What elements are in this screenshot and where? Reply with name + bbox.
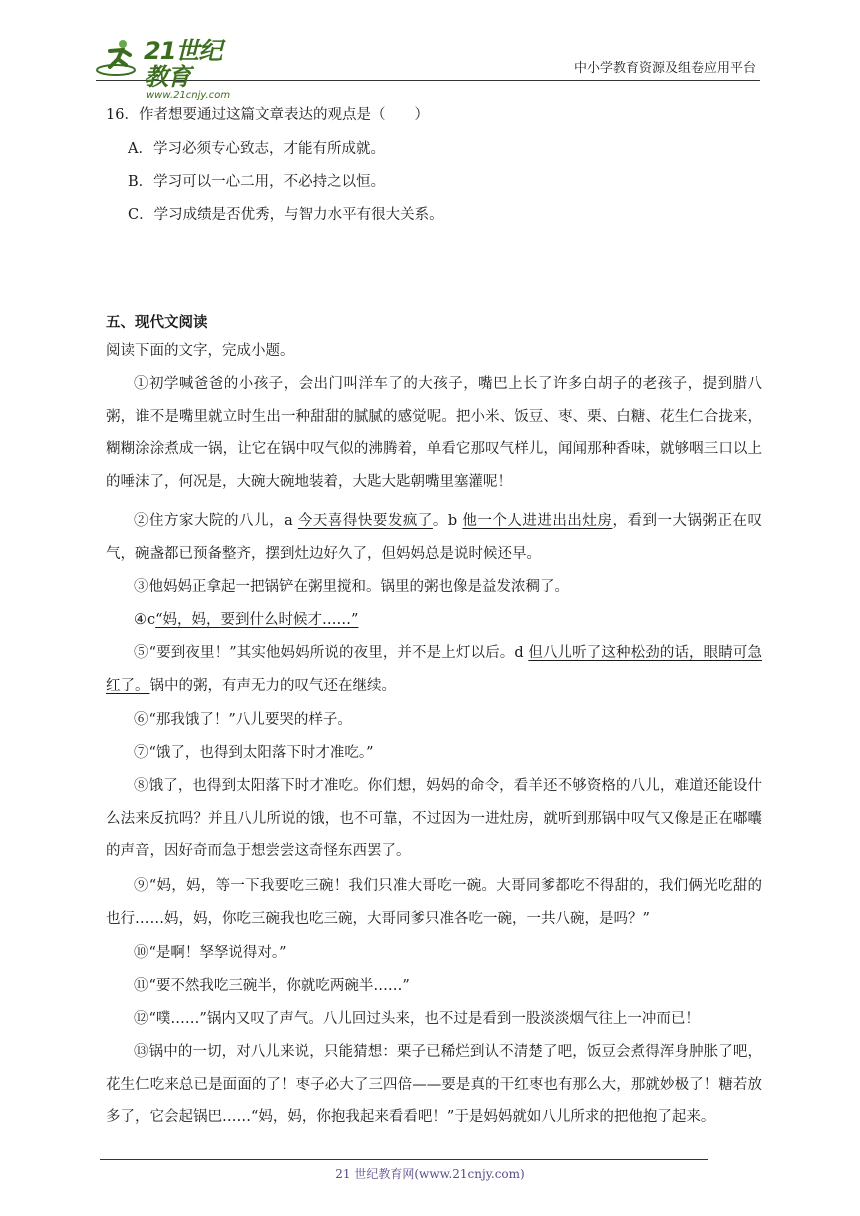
question-16-option-b: B．学习可以一心二用，不必持之以恒。 [128, 174, 386, 190]
passage-paragraph-12: ⑫“噗……”锅内又叹了声气。八儿回过头来，也不过是看到一股淡淡烟气往上一冲而已！ [134, 1011, 700, 1027]
logo-url: www.21cnjy.com [146, 90, 231, 101]
paragraph-5-lead: ⑤“要到夜里！”其实他妈妈所说的夜里，并不是上灯以后。d [134, 645, 529, 661]
passage-paragraph-3: ③他妈妈正拿起一把锅铲在粥里搅和。锅里的粥也像是益发浓稠了。 [134, 579, 569, 595]
question-16-option-a: A．学习必须专心致志，才能有所成就。 [128, 141, 385, 157]
passage-paragraph-5 [106, 637, 762, 702]
paragraph-2-mid: 。b [432, 513, 463, 529]
passage-paragraph-11: ⑪“要不然我吃三碗半，你就吃两碗半……” [134, 978, 410, 994]
paragraph-5-rest: 锅中的粥，有声无力的叹气还在继续。 [149, 677, 396, 694]
page-footer: 21 世纪教育网(www.21cnjy.com) [335, 1167, 525, 1181]
question-16-option-c: C．学习成绩是否优秀，与智力水平有很大关系。 [128, 207, 444, 223]
passage-paragraph-6: ⑥“那我饿了！”八儿要哭的样子。 [134, 712, 352, 728]
passage-paragraph-9: ⑨“妈，妈，等一下我要吃三碗！我们只准大哥吃一碗。大哥同爹都吃不得甜的，我们俩光吃甜的也行……妈，妈，你吃三碗我也吃三碗，大哥同爹只准各吃一碗，一共八碗，是吗？” [106, 878, 762, 927]
page-header [96, 36, 760, 101]
logo [96, 36, 231, 101]
paragraph-2-lead: ②住方家大院的八儿，a [134, 513, 298, 529]
footer-divider [100, 1159, 708, 1160]
section-title: 五、现代文阅读 [106, 315, 208, 331]
passage-paragraph-4 [106, 604, 762, 637]
header-platform-text: 中小学教育资源及组卷应用平台 [573, 61, 756, 76]
passage-paragraph-13: ⑬锅中的一切，对八儿来说，只能猜想：栗子已稀烂到认不清楚了吧，饭豆会煮得浑身肿胀了吧，花生仁吃来总已是面面的了！枣子必大了三四倍——要是真的干红枣也有那么大，那就妙极了！糖若放多了，它会起锅巴……“妈，妈，你抱我起来看看吧！”于是妈妈就如八儿所求的把他抱了起来。 [106, 1044, 762, 1126]
passage-paragraph-7: ⑦“饿了，也得到太阳落下时才准吃。” [134, 745, 374, 761]
runner-logo-icon [96, 37, 140, 77]
question-16-stem: 16．作者想要通过这篇文章表达的观点是（ ） [106, 107, 429, 123]
passage-paragraph-10: ⑩“是啊！孥孥说得对。” [134, 945, 287, 961]
underlined-sentence-a: 今天喜得快要发疯了 [297, 513, 433, 529]
paragraph-2-rest: ，看到一大锅粥正在叹气，碗盏都已预备整齐，摆到灶边好久了，但妈妈总是说时候还早。 [106, 513, 763, 562]
paragraph-4-lead: ④c [134, 612, 156, 628]
underlined-sentence-b: 他一个人进进出出灶房 [462, 513, 613, 529]
logo-title: 21世纪教育 [144, 37, 222, 91]
underlined-sentence-d: 但八儿听了这种松劲的话，眼睛可急红了。 [106, 645, 762, 694]
section-instruction: 阅读下面的文字，完成小题。 [106, 343, 295, 359]
passage-paragraph-2 [106, 505, 762, 570]
passage-paragraph-1: ①初学喊爸爸的小孩子，会出门叫洋车了的大孩子，嘴巴上长了许多白胡子的老孩子，提到腊八粥，谁不是嘴里就立时生出一种甜甜的腻腻的感觉呢。把小米、饭豆、枣、栗、白糖、花生仁合拢来，糊糊涂涂煮成一锅，让它在锅中叹气似的沸腾着，单看它那叹气样儿，闻闻那种香味，就够咽三口以上的唾沫了，何况是，大碗大碗地装着，大匙大匙朝嘴里塞灌呢！ [106, 376, 762, 490]
passage-paragraph-8: ⑧饿了，也得到太阳落下时才准吃。你们想，妈妈的命令，看羊还不够资格的八儿，难道还能设什么法来反抗吗？并且八儿所说的饿，也不可靠，不过因为一进灶房，就听到那锅中叹气又像是正在嘟囔的声音，因好奇而急于想尝尝这奇怪东西罢了。 [106, 778, 762, 860]
underlined-sentence-c: “妈，妈，要到什么时候才……” [155, 612, 359, 628]
